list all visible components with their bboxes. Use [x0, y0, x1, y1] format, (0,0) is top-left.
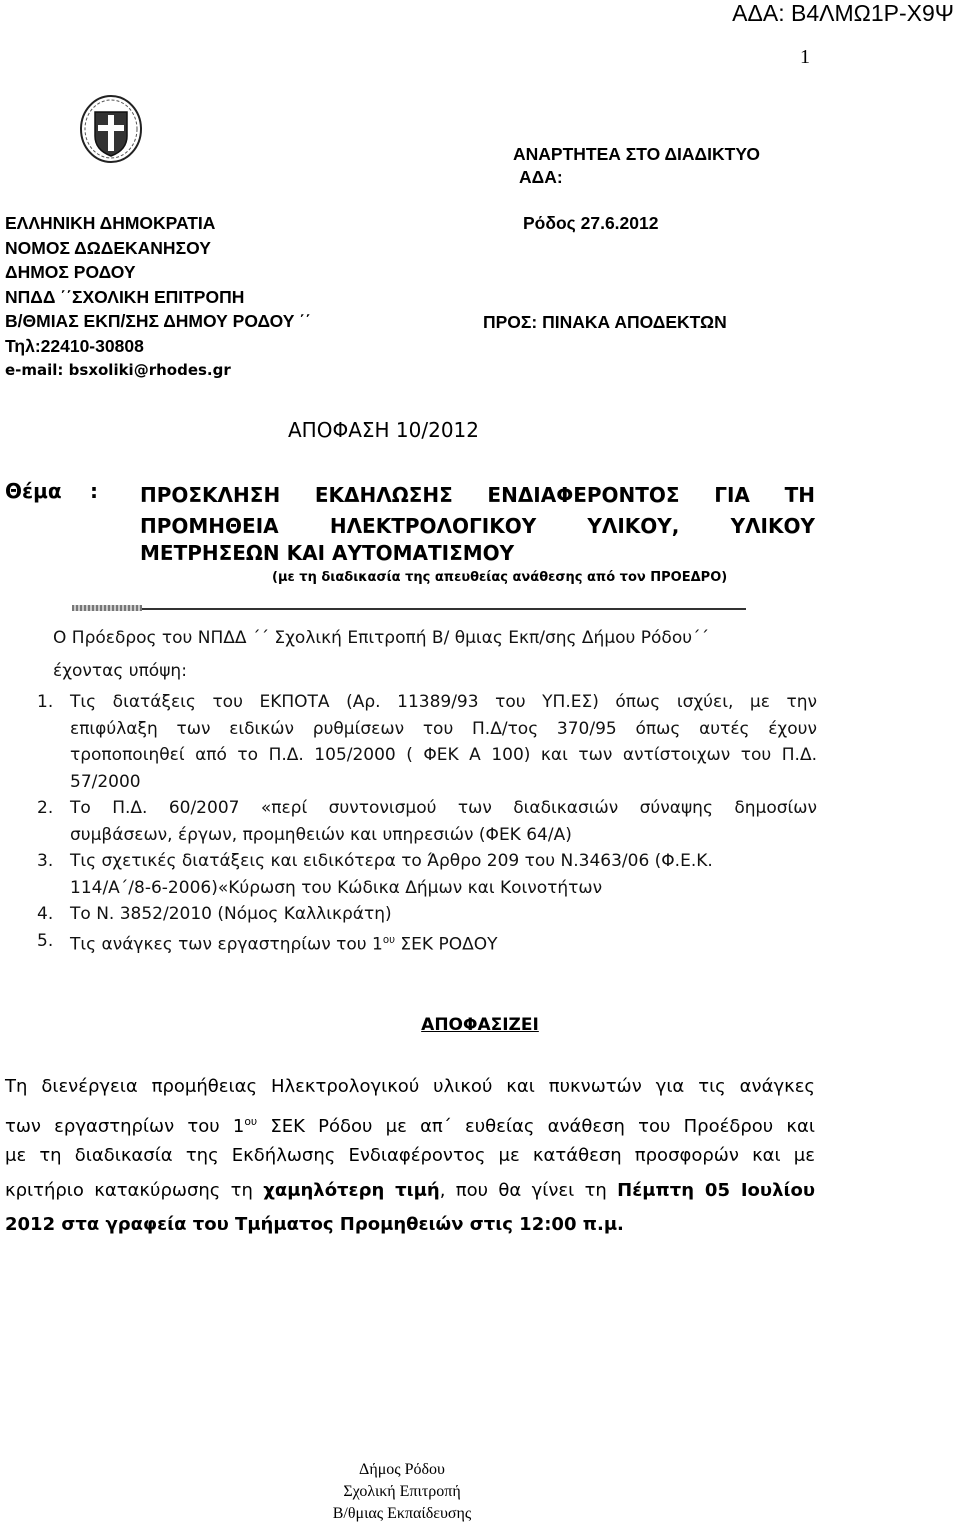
- ada-label: ΑΔΑ:: [519, 167, 563, 187]
- meeting-date-emphasis: Πέμπτη 05 Ιουλίου: [617, 1179, 816, 1201]
- meeting-details-emphasis: 2012 στα γραφεία του Τμήματος Προμηθειών στις 12:00 π.μ.: [5, 1214, 624, 1236]
- subject-line: ΜΕΤΡΗΣΕΩΝ ΚΑΙ ΑΥΤΟΜΑΤΙΣΜΟΥ: [140, 541, 515, 565]
- subject-word: ΕΝΔΙΑΦΕΡΟΝΤΟΣ: [487, 482, 680, 507]
- subject-word: ΕΚΔΗΛΩΣΗΣ: [314, 482, 453, 507]
- paragraph-line: [5, 1208, 815, 1243]
- sender-line: ΝΟΜΟΣ ΔΩΔΕΚΑΝΗΣΟΥ: [5, 237, 211, 258]
- paragraph-line: [5, 1174, 815, 1209]
- recipients: ΠΡΟΣ: ΠΙΝΑΚΑ ΑΠΟΔΕΚΤΩΝ: [483, 312, 727, 332]
- list-text: Τις ανάγκες των εργαστηρίων του 1: [70, 934, 383, 955]
- footer-line: Δήμος Ρόδου: [359, 1461, 445, 1478]
- subject-line: [140, 510, 815, 541]
- sender-block: [5, 211, 311, 383]
- paragraph-line: με τη διαδικασία της Εκδήλωσης Ενδιαφέροντος με κατάθεση προσφορών και με: [5, 1145, 815, 1167]
- footer-signature-block: [0, 1459, 804, 1525]
- subject-text: [140, 479, 815, 541]
- list-line: Το Π.Δ. 60/2007 «περί συντονισμού των διαδικασιών σύναψης δημοσίων: [70, 798, 817, 818]
- list-item: [37, 901, 817, 928]
- ordinal-suffix: ου: [382, 934, 395, 946]
- paragraph-line: [5, 1105, 815, 1140]
- decides-heading: ΑΠΟΦΑΣΙΖΕΙ: [421, 1015, 539, 1035]
- subject-word: ΠΡΟΜΗΘΕΙΑ: [140, 513, 279, 538]
- post-notice: ΑΝΑΡΤΗΤΕΑ ΣΤΟ ΔΙΑΔΙΚΤΥΟ: [513, 144, 760, 164]
- sender-line: ΝΠΔΔ ΄΄ΣΧΟΛΙΚΗ ΕΠΙΤΡΟΠΗ: [5, 286, 245, 307]
- list-line: επιφύλαξη των ειδικών ρυθμίσεων του Π.Δ/τος 370/95 όπως αυτές έχουν: [70, 718, 817, 739]
- subject-label: Θέμα: [5, 479, 62, 503]
- footer-line: Β/θμιας Εκπαίδευσης: [332, 1505, 472, 1522]
- list-line: Τις σχετικές διατάξεις και ειδικότερα το Άρθρο 209 του Ν.3463/06 (Φ.Ε.Κ.: [70, 851, 713, 871]
- decision-paragraph: [5, 1070, 815, 1243]
- list-line: Τις διατάξεις του ΕΚΠΟΤΑ (Αρ. 11389/93 του ΥΠ.ΕΣ) όπως ισχύει, με την: [70, 692, 817, 712]
- list-item: [37, 689, 817, 795]
- divider-line: [142, 608, 746, 610]
- paragraph-text: , που θα γίνει τη: [439, 1179, 618, 1201]
- list-number: 2.: [37, 798, 54, 818]
- divider: [72, 605, 746, 611]
- subject-line: [140, 479, 815, 510]
- sender-line: ΕΛΛΗΝΙΚΗ ΔΗΜΟΚΡΑΤΙΑ: [5, 213, 216, 233]
- paragraph-text: ΣΕΚ Ρόδου με απ΄ ευθείας ανάθεση του Προέδρου και: [257, 1115, 815, 1137]
- list-line: [70, 928, 817, 955]
- list-item: [37, 795, 817, 848]
- divider-pattern: [72, 605, 142, 611]
- sender-line: Β/ΘΜΙΑΣ ΕΚΠ/ΣΗΣ ΔΗΜΟΥ ΡΟΔΟΥ ΄΄: [5, 311, 311, 331]
- document-date: Ρόδος 27.6.2012: [523, 213, 659, 233]
- subject-colon: :: [90, 479, 98, 503]
- list-item: [37, 928, 817, 955]
- list-item: [37, 848, 817, 901]
- considerations-list: [37, 689, 817, 954]
- list-number: 4.: [37, 904, 54, 924]
- list-line: τροποποιηθεί από το Π.Δ. 105/2000 ( ΦΕΚ Α 100) και των αντίστοιχων του Π.Δ.: [70, 745, 817, 765]
- intro-line: Ο Πρόεδρος του ΝΠΔΔ ΄΄ Σχολική Επιτροπή Β/ θμιας Εκπ/σης Δήμου Ρόδου΄΄: [53, 628, 710, 648]
- subject-word: ΠΡΟΣΚΛΗΣΗ: [140, 482, 281, 507]
- ordinal-suffix: ου: [244, 1114, 258, 1128]
- decision-title: ΑΠΟΦΑΣΗ 10/2012: [288, 418, 480, 442]
- list-number: 3.: [37, 851, 54, 871]
- subject-word: ΓΙΑ: [714, 482, 750, 507]
- intro-line: έχοντας υπόψη:: [53, 661, 187, 681]
- list-number: 1.: [37, 692, 54, 712]
- sender-line: Τηλ:22410-30808: [5, 335, 144, 356]
- footer-line: Σχολική Επιτροπή: [343, 1483, 461, 1500]
- page-number: 1: [800, 46, 810, 68]
- lowest-price-emphasis: χαμηλότερη τιμή: [263, 1179, 440, 1201]
- subject-word: ΥΛΙΚΟΥ,: [587, 513, 680, 538]
- paragraph-line: Τη διενέργεια προμήθειας Ηλεκτρολογικού υλικού και πυκνωτών για τις ανάγκες: [5, 1076, 815, 1097]
- paragraph-text: κριτήριο κατακύρωσης τη: [5, 1179, 264, 1201]
- greek-emblem-icon: [79, 94, 143, 164]
- paragraph-text: των εργαστηρίων του 1: [5, 1115, 245, 1137]
- subject-word: ΥΛΙΚΟΥ: [730, 513, 815, 538]
- subject-word: ΤΗ: [784, 482, 815, 507]
- list-number: 5.: [37, 930, 54, 951]
- list-line: Το Ν. 3852/2010 (Νόμος Καλλικράτη): [70, 904, 392, 924]
- sender-email[interactable]: e-mail: bsxoliki@rhodes.gr: [5, 361, 231, 379]
- list-line: συμβάσεων, έργων, προμηθειών και υπηρεσιών (ΦΕΚ 64/Α): [70, 824, 572, 845]
- list-line: 57/2000: [70, 771, 141, 792]
- sender-line: ΔΗΜΟΣ ΡΟΔΟΥ: [5, 262, 136, 282]
- ada-code: ΑΔΑ: Β4ΛΜΩ1Ρ-Χ9Ψ: [732, 0, 954, 26]
- list-text: ΣΕΚ ΡΟΔΟΥ: [395, 934, 498, 955]
- subject-word: ΗΛΕΚΤΡΟΛΟΓΙΚΟΥ: [329, 513, 537, 538]
- list-line: 114/Α΄/8-6-2006)«Κύρωση του Κώδικα Δήμων και Κοινοτήτων: [70, 877, 603, 898]
- subject-note: (με τη διαδικασία της απευθείας ανάθεσης από τον ΠΡΟΕΔΡΟ): [272, 570, 728, 585]
